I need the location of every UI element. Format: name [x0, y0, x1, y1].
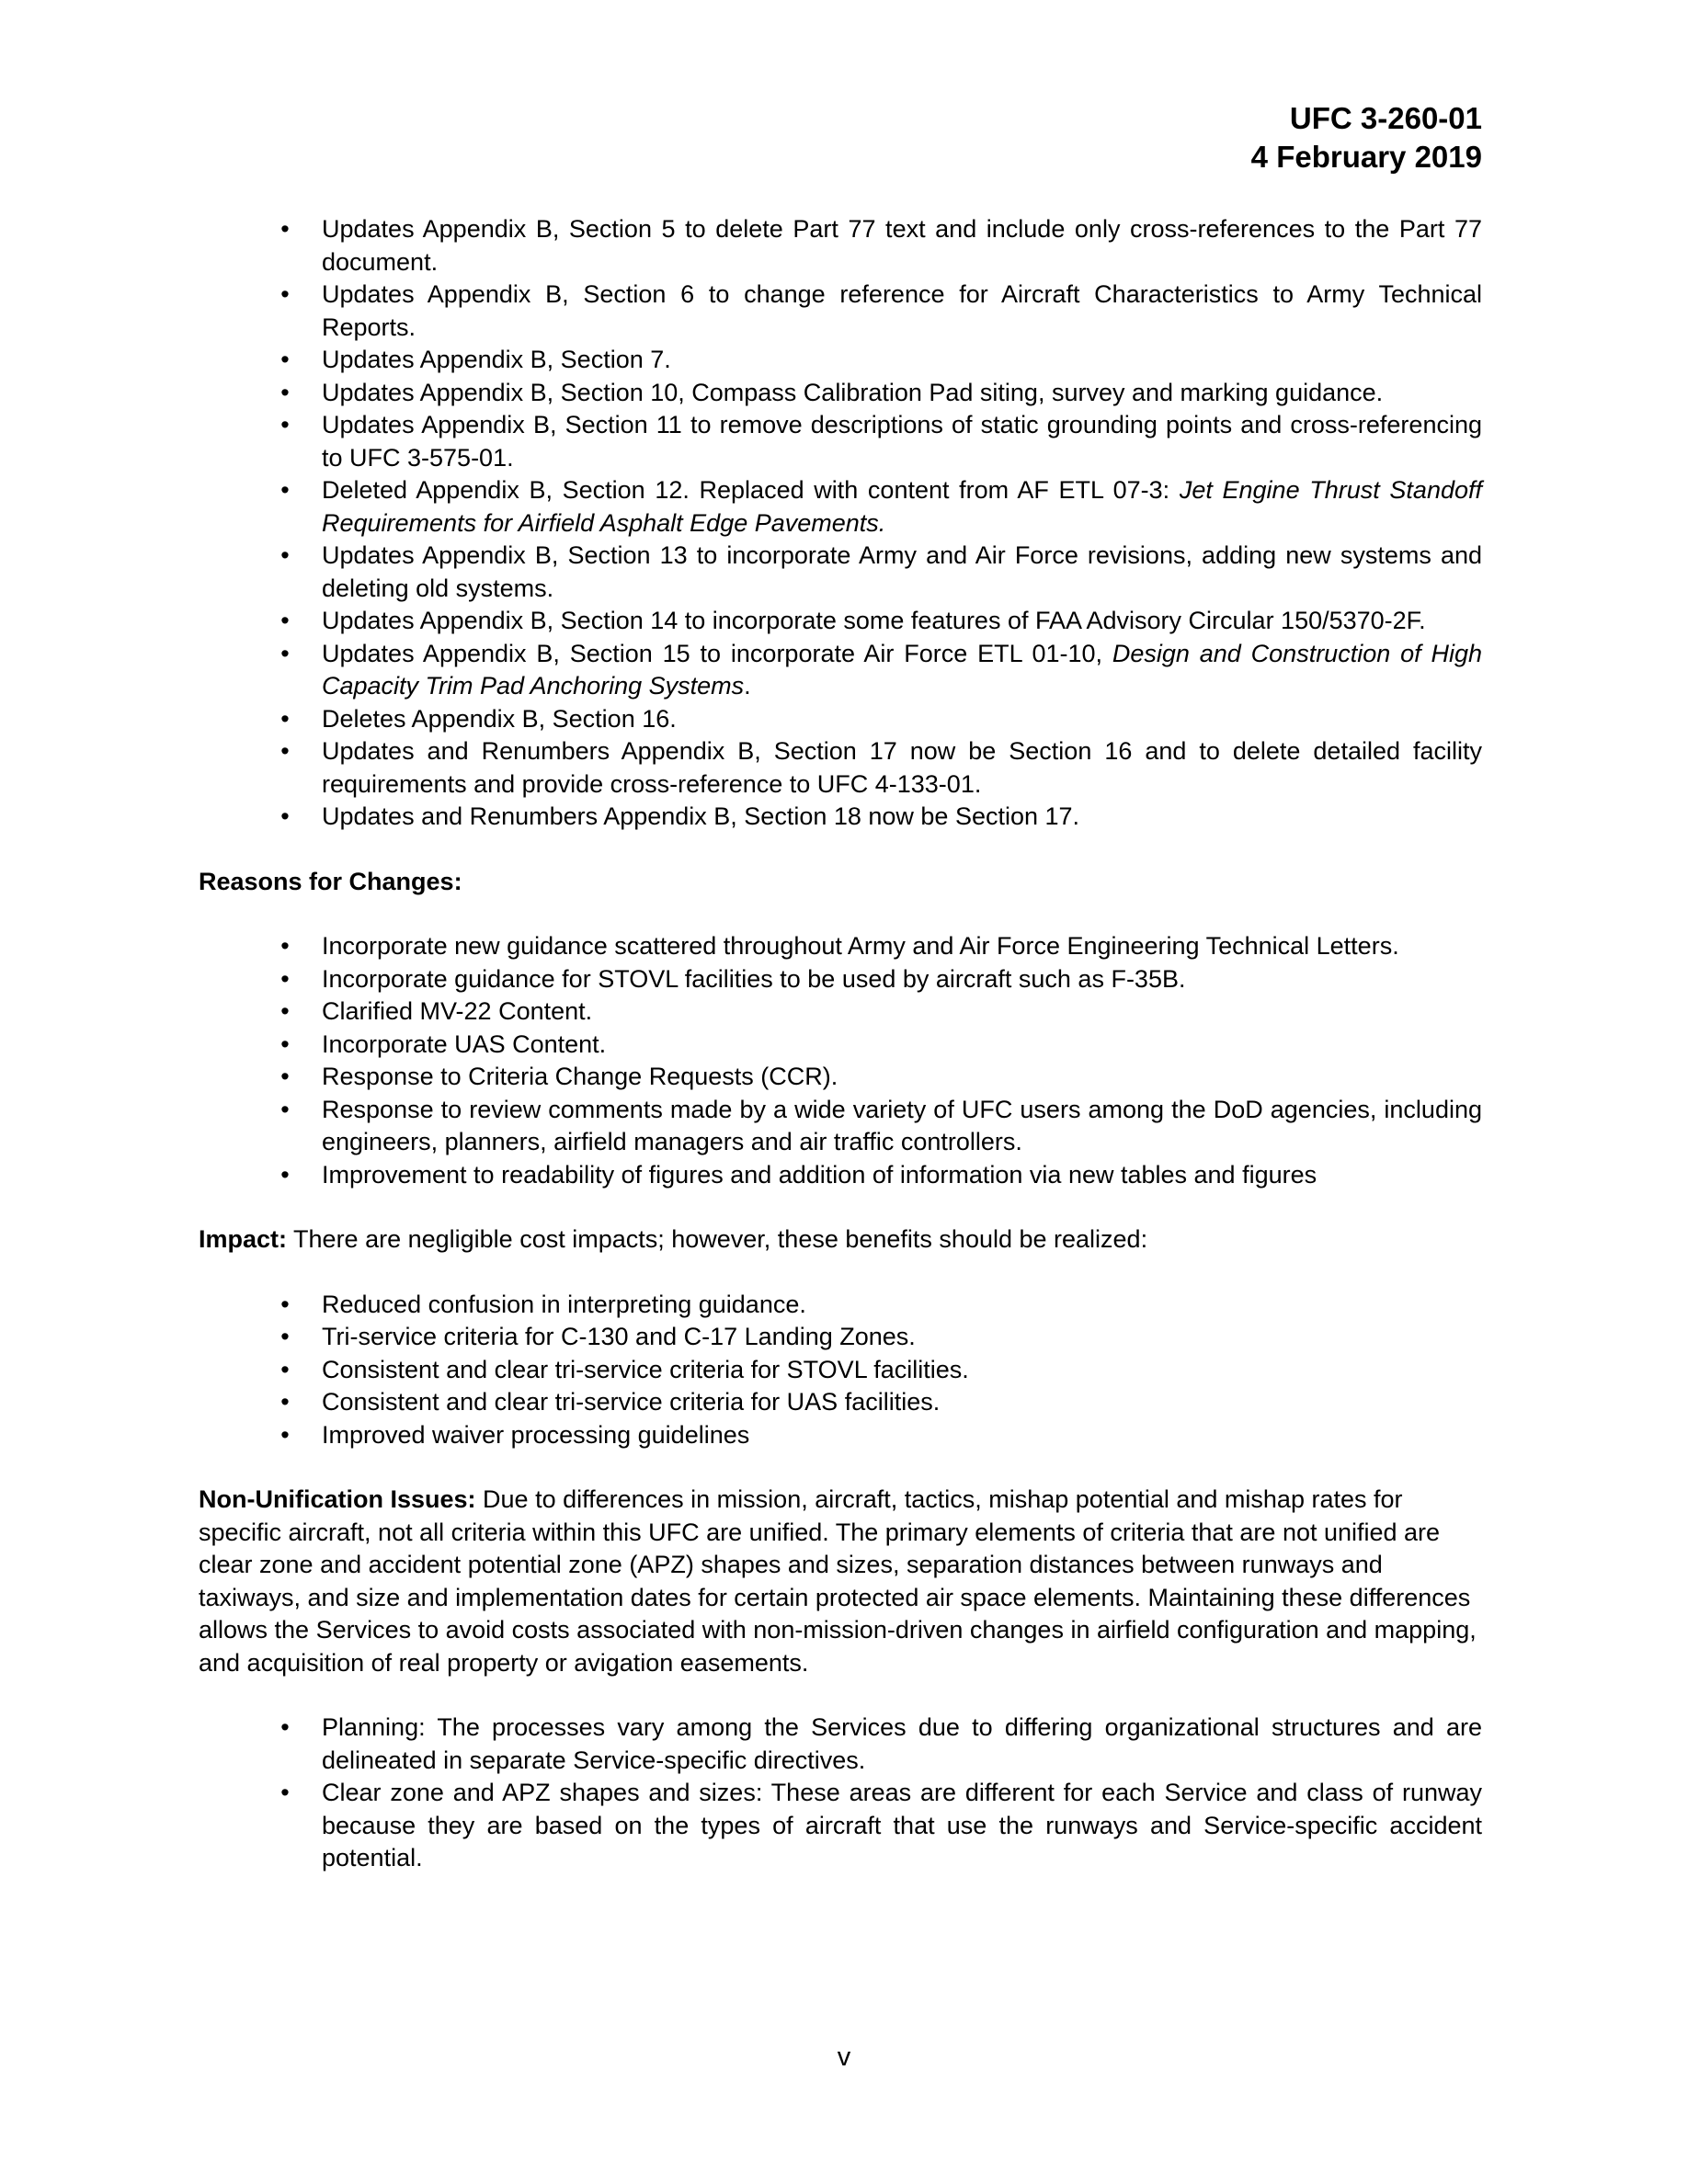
- list-item: • Updates and Renumbers Appendix B, Section 18 now be Section 17.: [199, 801, 1482, 834]
- bullet-icon: •: [280, 541, 290, 569]
- bullet-icon: •: [280, 215, 290, 243]
- bullet-icon: •: [280, 997, 290, 1025]
- list-item: • Updates Appendix B, Section 14 to incorporate some features of FAA Advisory Circular 150/5370-2F.: [199, 605, 1482, 638]
- bullet-icon: •: [280, 1388, 290, 1416]
- list-item: • Updates Appendix B, Section 10, Compass Calibration Pad siting, survey and marking guidance.: [199, 377, 1482, 410]
- list-item: • Incorporate new guidance scattered throughout Army and Air Force Engineering Technical Letters.: [199, 930, 1482, 963]
- list-item: • Incorporate UAS Content.: [199, 1029, 1482, 1062]
- bullet-icon: •: [280, 639, 290, 667]
- bullet-icon: •: [280, 280, 290, 308]
- list-item: • Updates Appendix B, Section 11 to remove descriptions of static grounding points and cross-referencing to UFC 3-575-01.: [199, 409, 1482, 474]
- bullet-icon: •: [280, 1355, 290, 1383]
- impact-paragraph: Impact: There are negligible cost impacts; however, these benefits should be realized:: [199, 1225, 1148, 1253]
- updates-list: [199, 213, 1482, 834]
- list-item: • Updates Appendix B, Section 5 to delete Part 77 text and include only cross-references to the Part 77 document.: [199, 213, 1482, 279]
- list-item: • Reduced confusion in interpreting guidance.: [199, 1289, 1482, 1322]
- bullet-icon: •: [280, 1063, 290, 1090]
- list-item: • Incorporate guidance for STOVL facilities to be used by aircraft such as F-35B.: [199, 963, 1482, 996]
- list-item: • Updates and Renumbers Appendix B, Section 17 now be Section 16 and to delete detailed facility requirements and provide cross-reference to UFC 4-133-01.: [199, 735, 1482, 801]
- bullet-icon: •: [280, 378, 290, 406]
- bullet-icon: •: [280, 1290, 290, 1318]
- list-item: • Response to Criteria Change Requests (CCR).: [199, 1061, 1482, 1094]
- bullet-icon: •: [280, 932, 290, 960]
- bullet-icon: •: [280, 346, 290, 373]
- list-item: • Consistent and clear tri-service criteria for STOVL facilities.: [199, 1354, 1482, 1387]
- non-unification-label: Non-Unification Issues:: [199, 1485, 476, 1513]
- list-item: • Deleted Appendix B, Section 12. Replaced with content from AF ETL 07-3: Jet Engine Thrust Standoff Requirements for Airfield Asphalt Edge Pavements.: [199, 474, 1482, 540]
- bullet-icon: •: [280, 1779, 290, 1806]
- bullet-icon: •: [280, 1160, 290, 1189]
- list-item: • Improvement to readability of figures and addition of information via new tables and figures: [199, 1159, 1482, 1192]
- reference-title: Jet Engine Thrust Standoff Requirements for Airfield Asphalt Edge Pavements.: [322, 476, 1482, 537]
- bullet-icon: •: [280, 802, 290, 830]
- bullet-icon: •: [280, 964, 290, 993]
- bullet-icon: •: [280, 1420, 290, 1449]
- document-number: UFC 3-260-01: [1289, 101, 1482, 135]
- list-item: • Clarified MV-22 Content.: [199, 995, 1482, 1029]
- page-number: v: [837, 2042, 851, 2072]
- bullet-icon: •: [280, 1713, 290, 1741]
- list-item: • Clear zone and APZ shapes and sizes: These areas are different for each Service and class of runway because they are based on the types of aircraft that use the runways and Service-specific accident potential.: [199, 1777, 1482, 1875]
- impact-list: [199, 1289, 1482, 1452]
- list-item: • Consistent and clear tri-service criteria for UAS facilities.: [199, 1386, 1482, 1419]
- page-body: [199, 213, 1482, 1875]
- list-item: • Updates Appendix B, Section 13 to incorporate Army and Air Force revisions, adding new systems and deleting old systems.: [199, 540, 1482, 605]
- bullet-icon: •: [280, 704, 290, 733]
- reasons-heading: Reasons for Changes:: [199, 867, 462, 895]
- list-item: • Updates Appendix B, Section 6 to change reference for Aircraft Characteristics to Army Technical Reports.: [199, 279, 1482, 344]
- reference-title: Design and Construction of High Capacity Trim Pad Anchoring Systems: [322, 639, 1482, 700]
- list-item: • Updates Appendix B, Section 7.: [199, 344, 1482, 377]
- list-item: • Planning: The processes vary among the Services due to differing organizational structures and are delineated in separate Service-specific directives.: [199, 1712, 1482, 1777]
- list-item: • Tri-service criteria for C-130 and C-17 Landing Zones.: [199, 1321, 1482, 1354]
- reasons-list: [199, 930, 1482, 1191]
- bullet-icon: •: [280, 1323, 290, 1350]
- non-unification-list: [199, 1712, 1482, 1875]
- bullet-icon: •: [280, 476, 290, 504]
- bullet-icon: •: [280, 1029, 290, 1058]
- list-item: • Response to review comments made by a wide variety of UFC users among the DoD agencies, including engineers, planners, airfield managers and air traffic controllers.: [199, 1094, 1482, 1159]
- bullet-icon: •: [280, 1095, 290, 1123]
- impact-label: Impact:: [199, 1225, 288, 1253]
- list-item: • Improved waiver processing guidelines: [199, 1419, 1482, 1452]
- bullet-icon: •: [280, 607, 290, 634]
- bullet-icon: •: [280, 411, 290, 438]
- list-item: • Updates Appendix B, Section 15 to incorporate Air Force ETL 01-10, Design and Construction of High Capacity Trim Pad Anchoring Systems.: [199, 638, 1482, 703]
- bullet-icon: •: [280, 737, 290, 765]
- document-date: 4 February 2019: [1250, 140, 1482, 174]
- page-header: [1251, 99, 1482, 176]
- non-unification-paragraph: Non-Unification Issues: Due to differences in mission, aircraft, tactics, mishap potential and mishap rates for specific aircraft, not all criteria within this UFC are unified. The primary elements of criteria that are not unified are clear zone and accident potential zone (APZ) shapes and sizes, separation distances between runways and taxiways, and size and implementation dates for certain protected air space elements. Maintaining these differences allows the Services to avoid costs associated with non-mission-driven changes in airfield configuration and mapping, and acquisition of real property or avigation easements.: [199, 1485, 1477, 1677]
- list-item: • Deletes Appendix B, Section 16.: [199, 703, 1482, 736]
